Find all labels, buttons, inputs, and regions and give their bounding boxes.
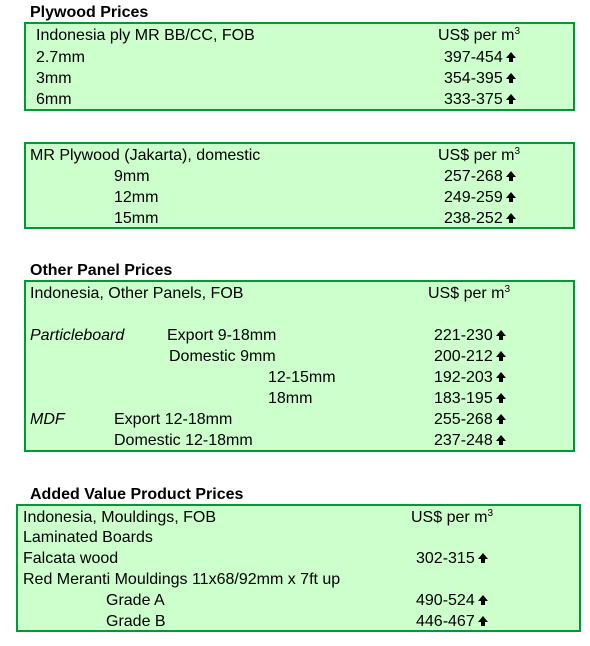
row-value: 490-524 [416,592,488,610]
up-arrow-icon [478,616,488,622]
row-value: 192-203 [434,369,506,387]
row-value: 333-375 [444,91,516,109]
row-label: 15mm [114,210,159,227]
row-label: 18mm [268,390,313,407]
unit-label: US$ per $m^3$ [411,508,494,526]
section-title-plywood-prices: Plywood Prices [30,4,149,21]
row-value: 255-268 [434,411,506,429]
up-arrow-icon [506,192,516,198]
row-label: Falcata wood [23,550,119,567]
row-value: 302-315 [416,550,488,568]
row-label: 12mm [114,189,159,206]
section-title-other-panel-prices: Other Panel Prices [30,262,173,279]
up-arrow-icon [496,393,506,399]
table-header: Indonesia, Mouldings, FOB [23,509,216,526]
row-label: 2.7mm [36,49,85,66]
table-header: Indonesia ply MR BB/CC, FOB [36,27,255,44]
row-value: 200-212 [434,348,506,366]
category-label: MDF [30,411,65,428]
row-value: 183-195 [434,390,506,408]
row-value: 238-252 [444,210,516,228]
section-title-added-value-product-prices: Added Value Product Prices [30,486,244,503]
up-arrow-icon [506,52,516,58]
up-arrow-icon [478,595,488,601]
unit-label: US$ per $m^3$ [438,26,521,44]
row-label: Export 9-18mm [167,327,277,344]
table-header: MR Plywood (Jakarta), domestic [30,147,261,164]
table-header: Indonesia, Other Panels, FOB [30,285,244,302]
row-label: Domestic 9mm [169,348,276,365]
row-label: 6mm [36,91,72,108]
row-value: 354-395 [444,70,516,88]
row-label: Export 12-18mm [114,411,233,428]
up-arrow-icon [496,435,506,441]
row-value: 237-248 [434,432,506,450]
up-arrow-icon [496,330,506,336]
up-arrow-icon [506,213,516,219]
other-panel-prices-box [24,280,575,452]
up-arrow-icon [496,372,506,378]
category-label: Particleboard [30,327,125,344]
row-value: 257-268 [444,168,516,186]
row-value: 221-230 [434,327,506,345]
row-value: 249-259 [444,189,516,207]
mr-plywood-domestic-box [24,142,575,229]
up-arrow-icon [506,73,516,79]
row-label: Red Meranti Mouldings 11x68/92mm x 7ft up [23,571,341,588]
row-label: 12-15mm [268,369,336,386]
up-arrow-icon [496,414,506,420]
row-label: Grade B [106,613,166,630]
up-arrow-icon [496,351,506,357]
unit-label: US$ per $m^3$ [438,146,521,164]
row-label: 3mm [36,70,72,87]
unit-label: US$ per $m^3$ [428,284,511,302]
row-label: 9mm [114,168,150,185]
row-label: Domestic 12-18mm [114,432,253,449]
up-arrow-icon [478,553,488,559]
row-value: 446-467 [416,613,488,631]
row-label: Laminated Boards [23,529,153,546]
up-arrow-icon [506,94,516,100]
added-value-product-prices-box [16,504,581,632]
up-arrow-icon [506,171,516,177]
row-value: 397-454 [444,49,516,67]
row-label: Grade A [106,592,165,609]
plywood-prices-box [24,22,575,111]
